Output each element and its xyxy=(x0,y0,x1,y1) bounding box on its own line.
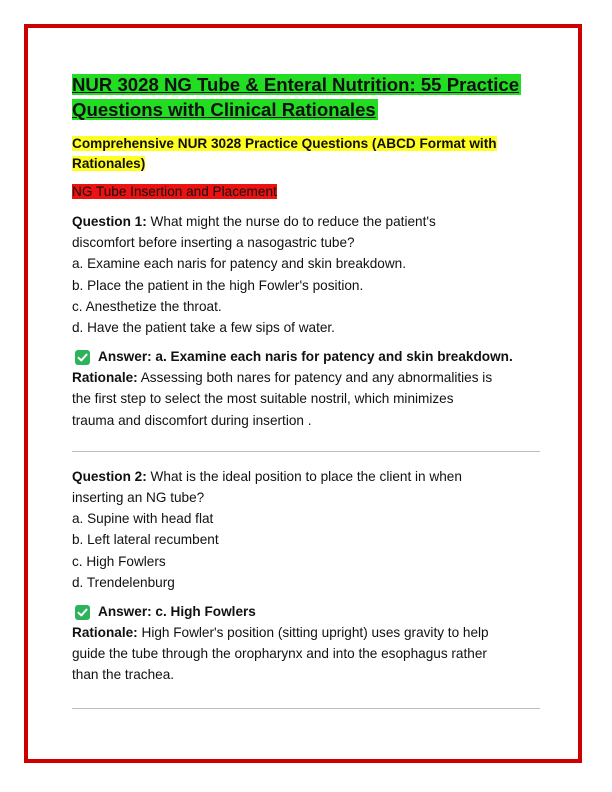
question-2-text-line-1: What is the ideal position to place the client in when xyxy=(146,468,462,484)
question-1-text-line-2: discomfort before inserting a nasogastric tube? xyxy=(72,235,355,251)
question-2-option-a: a. Supine with head flat xyxy=(72,511,214,527)
divider-2 xyxy=(72,708,540,709)
question-2-stem xyxy=(72,466,540,487)
question-1 xyxy=(72,211,540,338)
check-box-icon xyxy=(75,350,90,365)
subtitle-line-1: Comprehensive NUR 3028 Practice Questions (ABCD Format with xyxy=(72,136,497,151)
document-title xyxy=(72,72,540,122)
question-1-rationale xyxy=(72,367,540,431)
title-line-1: NUR 3028 NG Tube & Enteral Nutrition: 55 Practice xyxy=(72,74,520,95)
question-2-rationale xyxy=(72,622,540,686)
question-1-stem xyxy=(72,211,540,232)
question-2-option-c: c. High Fowlers xyxy=(72,553,166,569)
question-2-rationale-line-1: High Fowler's position (sitting upright) uses gravity to help xyxy=(137,625,489,641)
question-2-rationale-line-3: than the trachea. xyxy=(72,667,175,683)
question-2-option-d: d. Trendelenburg xyxy=(72,574,175,590)
question-2-rationale-line-2: guide the tube through the oropharynx and into the esophagus rather xyxy=(72,646,487,662)
question-1-label: Question 1: xyxy=(72,214,147,229)
title-line-2: Questions with Clinical Rationales xyxy=(72,99,376,120)
question-1-rationale-line-1: Assessing both nares for patency and any abnormalities is xyxy=(137,370,493,386)
question-1-answer-text: Answer: a. Examine each naris for patency and skin breakdown. xyxy=(98,349,513,365)
question-1-text-line-1: What might the nurse do to reduce the patient's xyxy=(146,214,436,229)
question-2-answer xyxy=(72,602,540,622)
divider-1 xyxy=(72,451,540,452)
document-content xyxy=(72,72,540,723)
check-box-icon xyxy=(75,605,90,620)
question-2-label: Question 2: xyxy=(72,468,147,484)
question-1-option-a: a. Examine each naris for patency and skin breakdown. xyxy=(72,256,406,272)
question-2 xyxy=(72,466,540,593)
question-2-rationale-label: Rationale: xyxy=(72,625,138,641)
question-1-rationale-line-2: the first step to select the most suitable nostril, which minimizes xyxy=(72,391,454,407)
question-2-text-line-2: inserting an NG tube? xyxy=(72,490,205,506)
question-1-option-d: d. Have the patient take a few sips of water. xyxy=(72,320,335,336)
document-subtitle xyxy=(72,134,540,174)
question-2-option-b: b. Left lateral recumbent xyxy=(72,532,219,548)
question-1-answer xyxy=(72,347,540,367)
question-2-answer-text: Answer: c. High Fowlers xyxy=(98,604,256,620)
subtitle-line-2: Rationales) xyxy=(72,156,146,171)
section-heading-text: NG Tube Insertion and Placement xyxy=(72,184,277,199)
question-1-option-c: c. Anesthetize the throat. xyxy=(72,298,222,314)
question-1-rationale-label: Rationale: xyxy=(72,370,138,386)
section-heading xyxy=(72,183,540,201)
question-1-rationale-line-3: trauma and discomfort during insertion . xyxy=(72,412,312,428)
question-1-option-b: b. Place the patient in the high Fowler's position. xyxy=(72,277,364,293)
